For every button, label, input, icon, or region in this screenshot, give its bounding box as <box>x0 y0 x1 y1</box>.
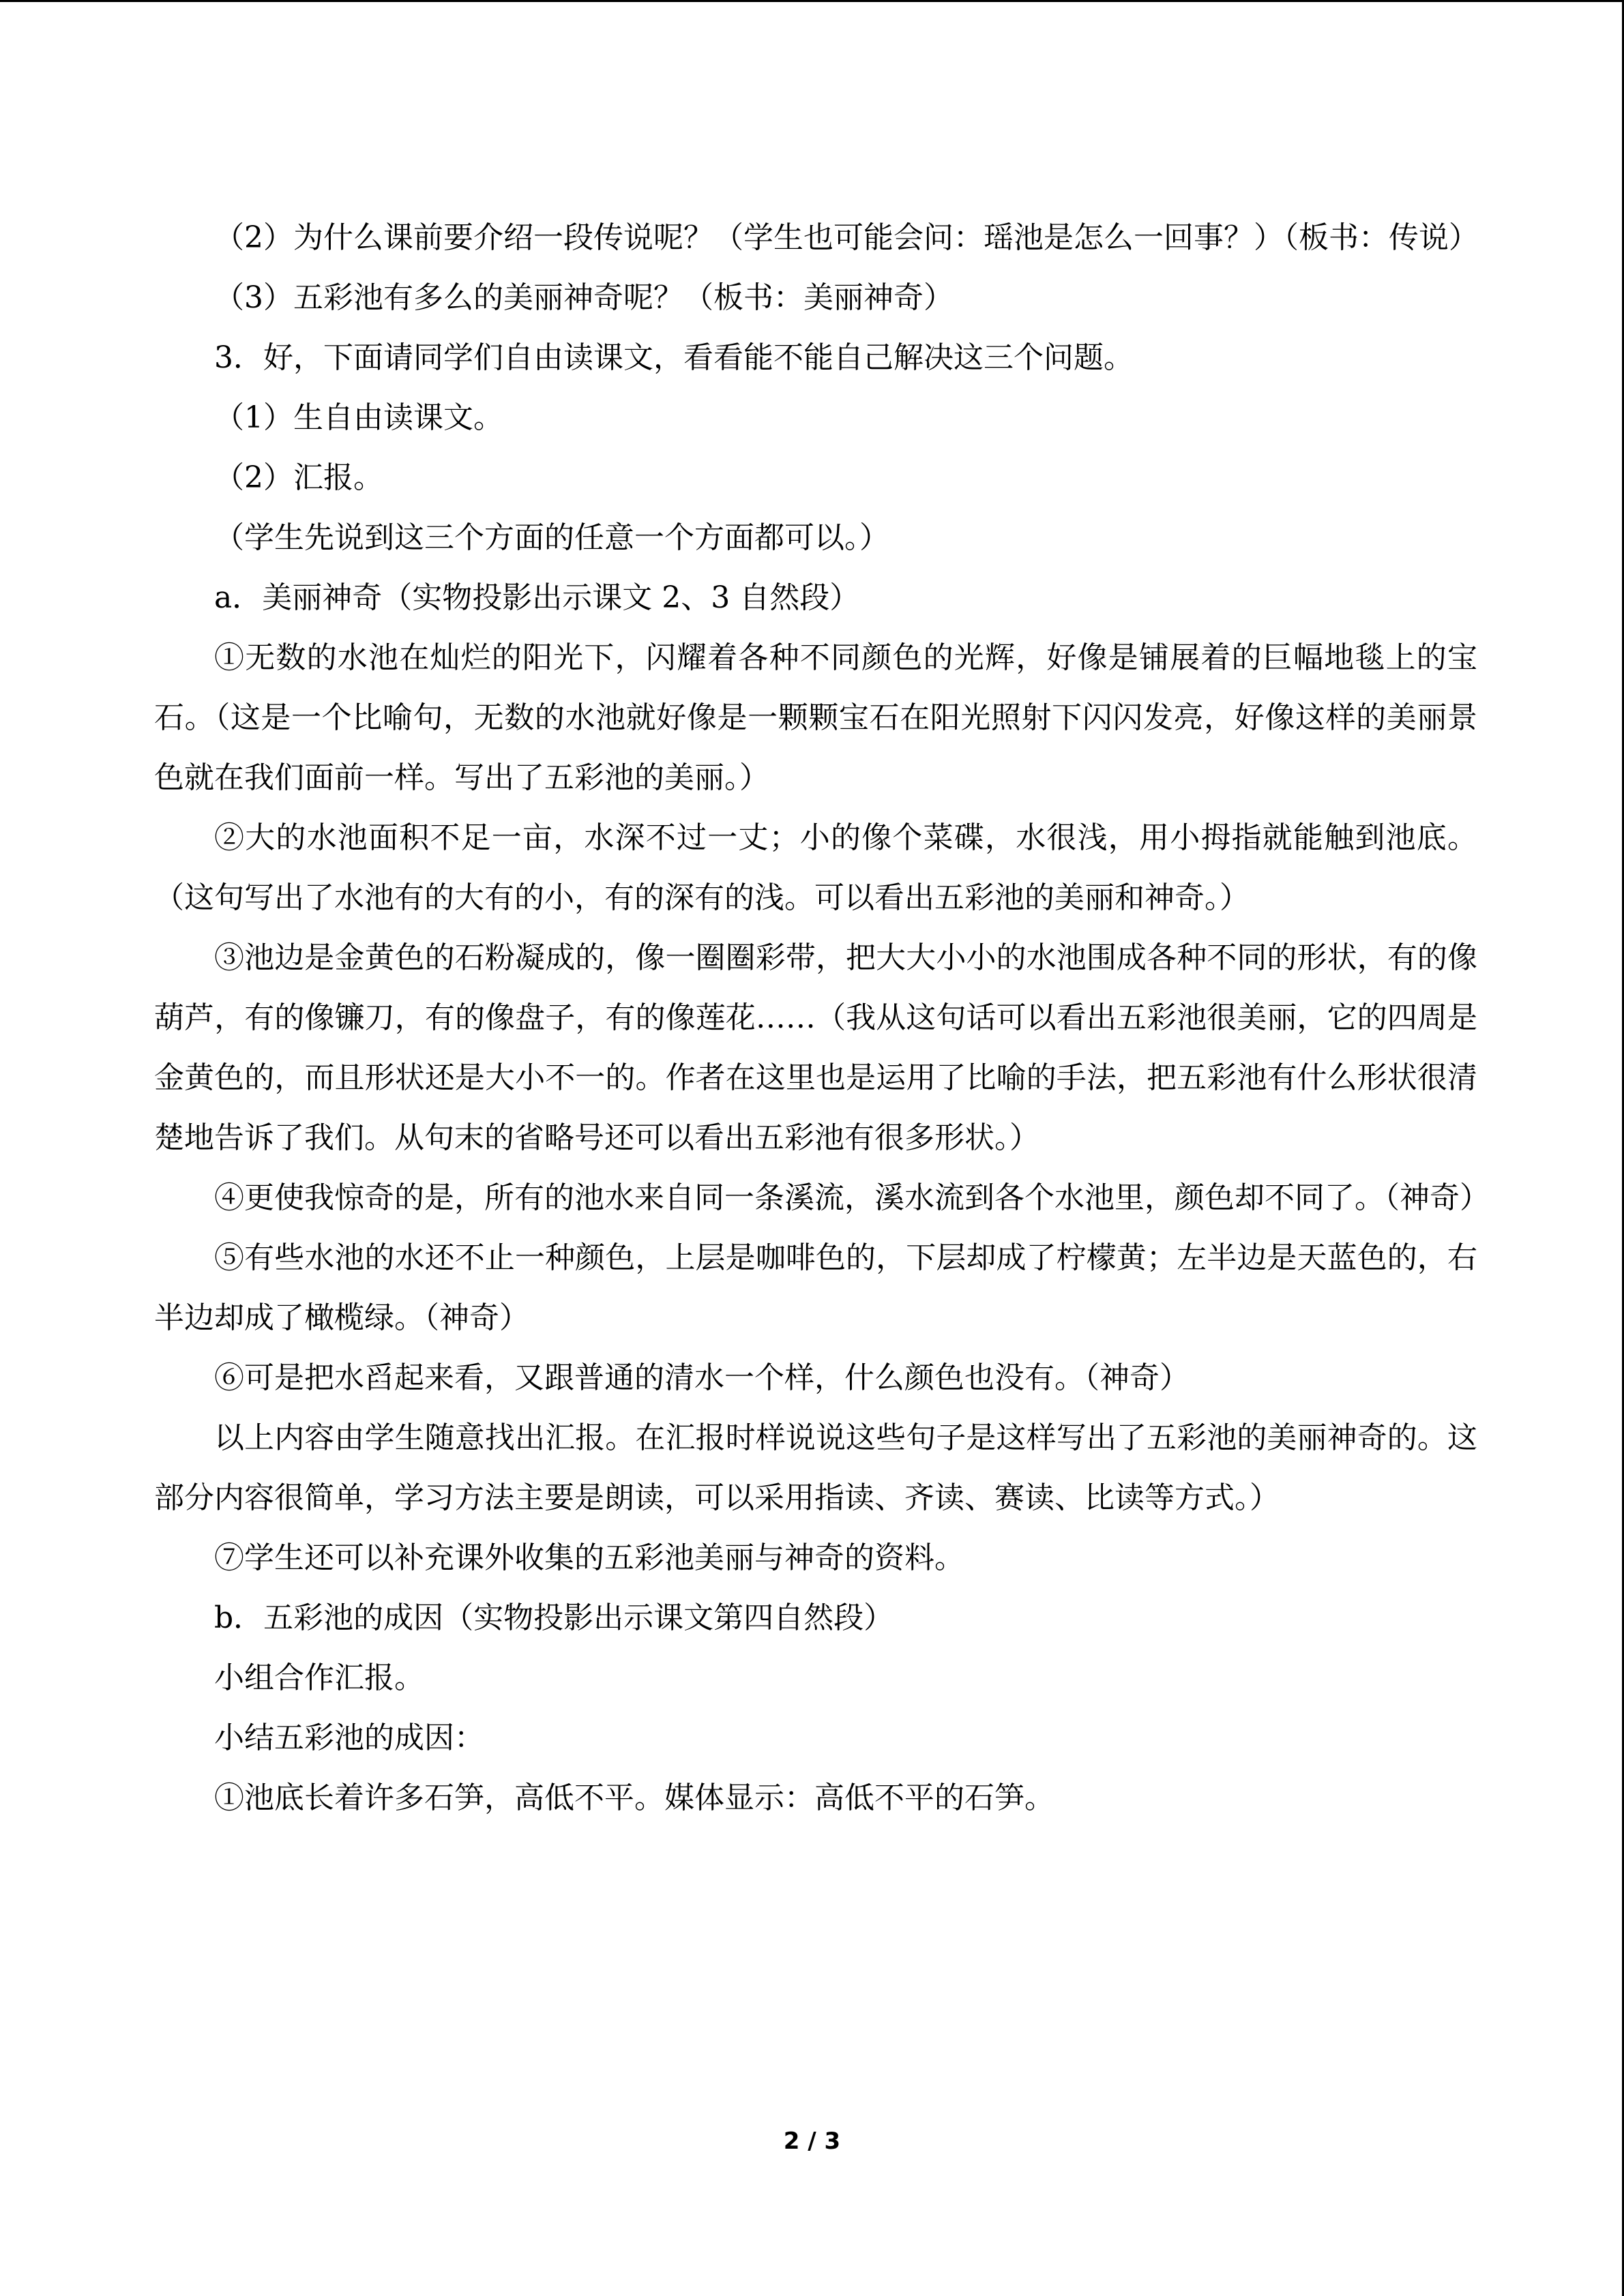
paragraph: ⑦学生还可以补充课外收集的五彩池美丽与神奇的资料。 <box>214 1540 964 1575</box>
paragraph: 3．好，下面请同学们自由读课文，看看能不能自己解决这三个问题。 <box>214 340 1134 375</box>
paragraph: ②大的水池面积不足一亩，水深不过一丈；小的像个菜碟，水很浅，用小拇指就能触到池底。（这句写出了水池有的大有的小，有的深有的浅。可以看出五彩池的美丽和神奇。） <box>154 820 1477 915</box>
paragraph: ③池边是金黄色的石粉凝成的，像一圈圈彩带，把大大小小的水池围成各种不同的形状，有的像葫芦，有的像镰刀，有的像盘子，有的像莲花……（我从这句话可以看出五彩池很美丽，它的四周是金黄色的，而且形状还是大小不一的。作者在这里也是运用了比喻的手法，把五彩池有什么形状很清楚地告诉了我们。从句末的省略号还可以看出五彩池有很多形状。） <box>154 940 1477 1155</box>
paragraph: 小组合作汇报。 <box>214 1660 424 1695</box>
page-number: 2 / 3 <box>783 2128 841 2155</box>
document-body <box>154 208 1490 1828</box>
paragraph: （3）五彩池有多么的美丽神奇呢？（板书：美丽神奇） <box>214 280 954 315</box>
paragraph: （1）生自由读课文。 <box>214 400 503 435</box>
paragraph: 小结五彩池的成因： <box>214 1720 484 1755</box>
paragraph: （2）为什么课前要介绍一段传说呢？（学生也可能会问：瑶池是怎么一回事？）（板书：传说） <box>214 220 1479 255</box>
paragraph: ⑥可是把水舀起来看，又跟普通的清水一个样，什么颜色也没有。（神奇） <box>214 1360 1190 1395</box>
paragraph: b．五彩池的成因（实物投影出示课文第四自然段） <box>214 1600 894 1635</box>
paragraph: 以上内容由学生随意找出汇报。在汇报时样说说这些句子是这样写出了五彩池的美丽神奇的。这部分内容很简单，学习方法主要是朗读，可以采用指读、齐读、赛读、比读等方式。） <box>154 1420 1477 1515</box>
paragraph: （学生先说到这三个方面的任意一个方面都可以。） <box>214 520 889 555</box>
paragraph: ①无数的水池在灿烂的阳光下，闪耀着各种不同颜色的光辉，好像是铺展着的巨幅地毯上的宝石。（这是一个比喻句，无数的水池就好像是一颗颗宝石在阳光照射下闪闪发亮，好像这样的美丽景色就在我们面前一样。写出了五彩池的美丽。） <box>154 640 1477 795</box>
paragraph: （2）汇报。 <box>214 460 383 495</box>
page-top-border <box>0 0 1624 2</box>
paragraph: ④更使我惊奇的是，所有的池水来自同一条溪流，溪水流到各个水池里，颜色却不同了。（神奇） <box>214 1180 1490 1215</box>
paragraph: a．美丽神奇（实物投影出示课文 2、3 自然段） <box>214 580 860 615</box>
paragraph: ①池底长着许多石笋，高低不平。媒体显示：高低不平的石笋。 <box>214 1780 1054 1815</box>
paragraph: ⑤有些水池的水还不止一种颜色，上层是咖啡色的，下层却成了柠檬黄；左半边是天蓝色的，右半边却成了橄榄绿。（神奇） <box>154 1240 1477 1335</box>
